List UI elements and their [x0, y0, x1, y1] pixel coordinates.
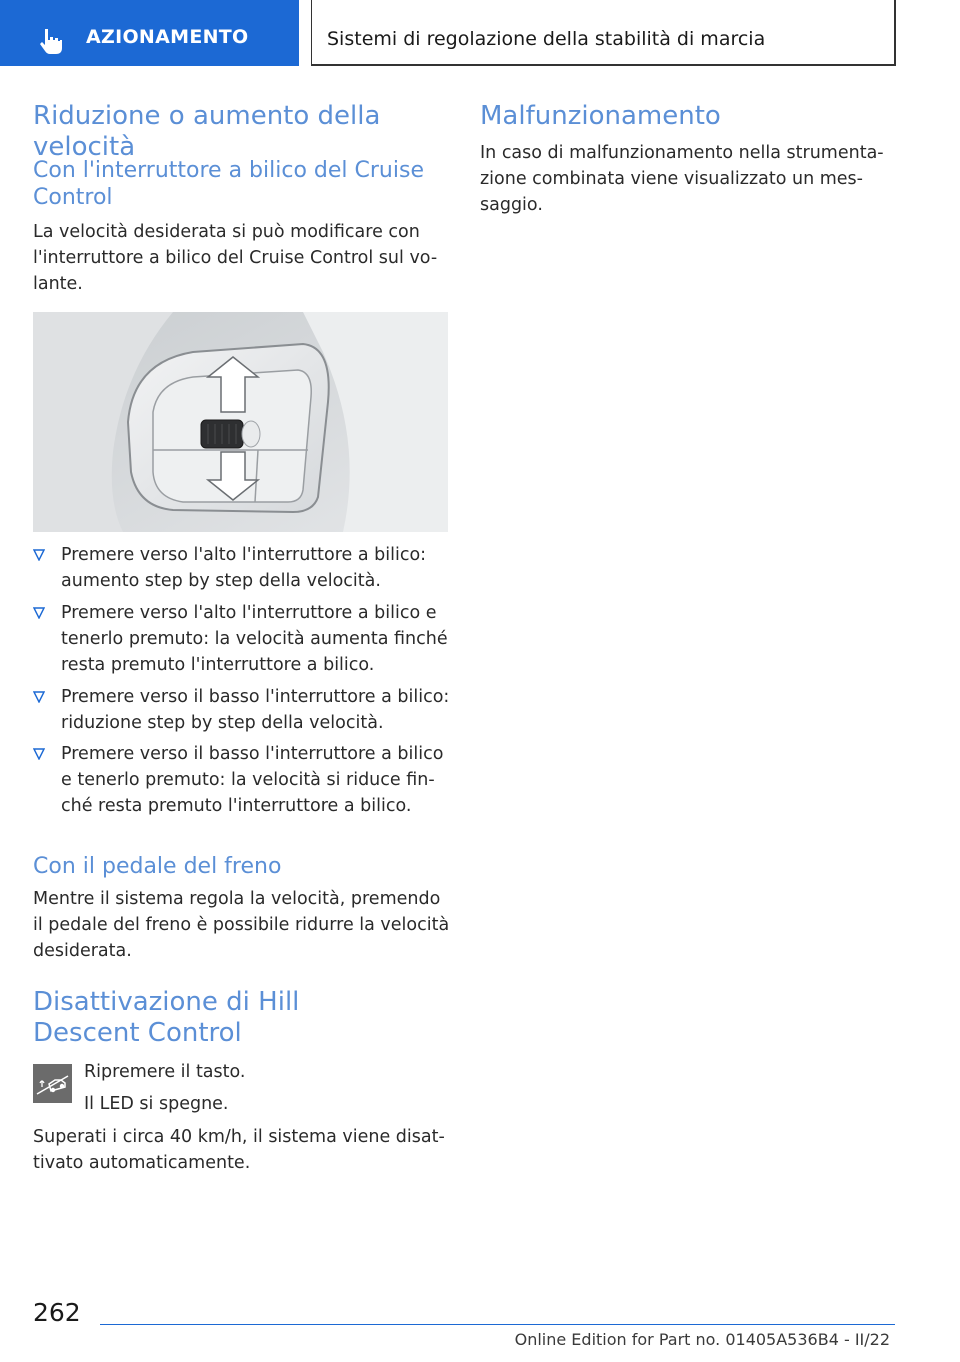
paragraph-hill-descent: Superati i circa 40 km/h, il sistema viene disat-tivato automaticamente. [33, 1127, 445, 1173]
footer-edition: Online Edition for Part no. 01405A536B4 - II/22 [514, 1330, 890, 1349]
footer-divider [100, 1324, 895, 1325]
hdc-step-2: Il LED si spegne. [84, 1094, 229, 1114]
heading-hill-descent: Disattivazione di Hill Descent Control [33, 987, 300, 1048]
paragraph-cruise-switch: La velocità desiderata si può modificare con l'interruttore a bilico del Cruise Control sul vo-lante. [33, 222, 438, 294]
paragraph-malfunction: In caso di malfunzionamento nella strumenta-zione combinata viene visualizzato un mes-saggio. [480, 143, 884, 215]
list-item: Premere verso il basso l'interruttore a bilico e tenerlo premuto: la velocità si riduce fin-ché resta premuto l'interruttore a bilico. [33, 741, 453, 819]
chapter-label: AZIONAMENTO [86, 26, 249, 48]
paragraph-brake-pedal: Mentre il sistema regola la velocità, premendo il pedale del freno è possibile ridurre la velocità desiderata. [33, 889, 450, 961]
heading-speed: Riduzione o aumento della velocità [33, 101, 381, 162]
hill-descent-car-icon [33, 1064, 72, 1103]
heading-cruise-switch: Con l'interruttore a bilico del Cruise Control [33, 158, 424, 210]
page-number: 262 [33, 1298, 81, 1327]
heading-brake-pedal: Con il pedale del freno [33, 854, 282, 879]
page-title: Sistemi di regolazione della stabilità di marcia [327, 28, 766, 50]
pointing-hand-icon [36, 26, 66, 56]
triangle-bullet-icon [33, 549, 45, 561]
heading-malfunction: Malfunzionamento [480, 101, 721, 131]
hdc-step-1: Ripremere il tasto. [84, 1062, 246, 1082]
triangle-bullet-icon [33, 748, 45, 760]
triangle-bullet-icon [33, 607, 45, 619]
list-item: Premere verso il basso l'interruttore a bilico: riduzione step by step della velocità. [33, 684, 453, 736]
triangle-bullet-icon [33, 691, 45, 703]
steering-wheel-switch-photo [33, 312, 448, 532]
list-item: Premere verso l'alto l'interruttore a bilico: aumento step by step della velocità. [33, 542, 453, 594]
chapter-tab[interactable] [0, 0, 299, 66]
list-item: Premere verso l'alto l'interruttore a bilico e tenerlo premuto: la velocità aumenta finché resta premuto l'interruttore a bilico. [33, 600, 453, 678]
